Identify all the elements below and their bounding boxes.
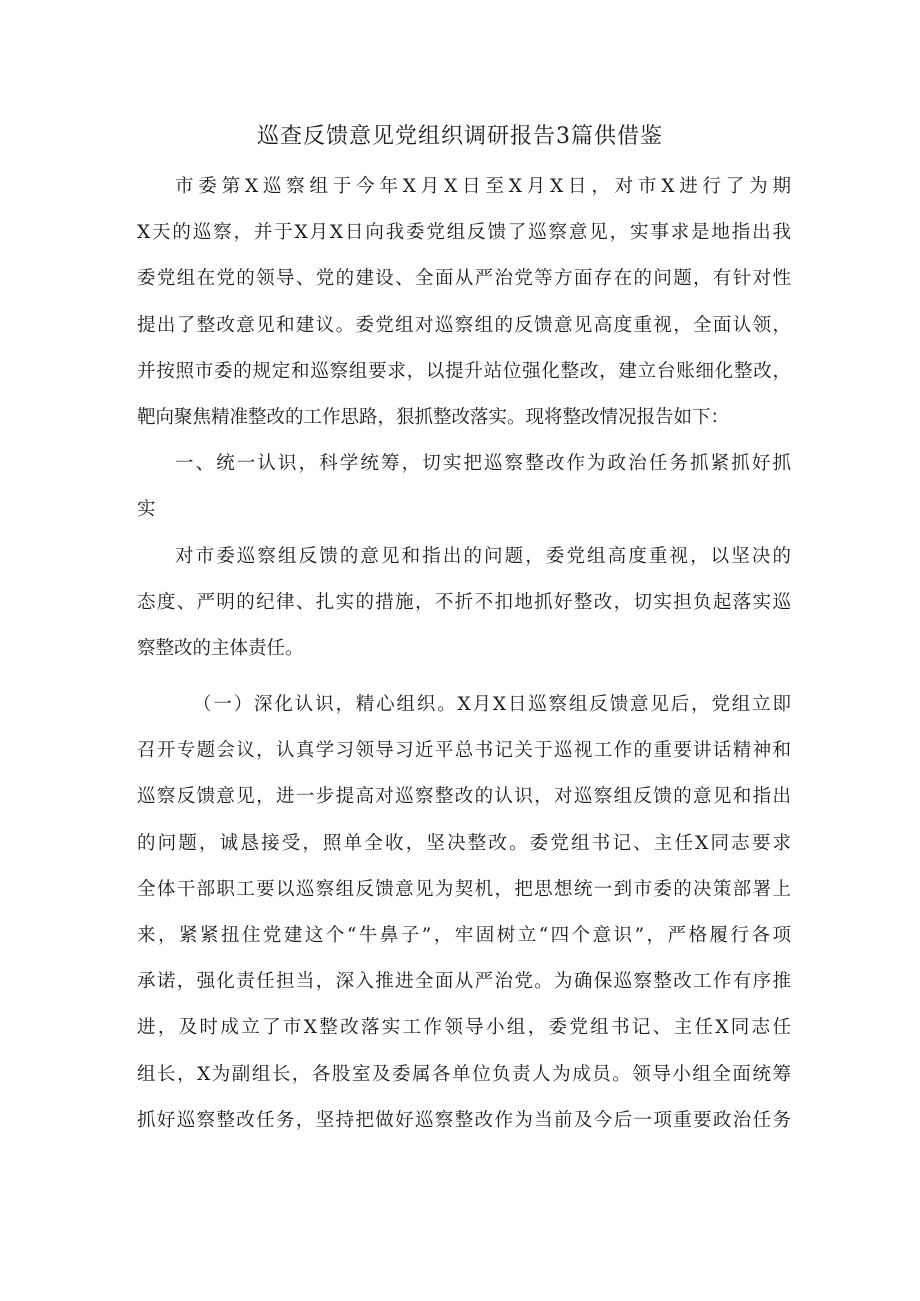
- paragraph-line: X天的巡察，并于X月X日向我委党组反馈了巡察意见，实事求是地指出我: [137, 222, 791, 244]
- paragraph-line: 抓好巡察整改任务，坚持把做好巡察整改作为当前及今后一项重要政治任务: [137, 1109, 791, 1131]
- paragraph-line: 全体干部职工要以巡察组反馈意见为契机，把思想统一到市委的决策部署上: [137, 878, 791, 900]
- paragraph-line: 承诺，强化责任担当，深入推进全面从严治党。为确保巡察整改工作有序推: [137, 971, 791, 993]
- paragraph-line: 并按照市委的规定和巡察组要求，以提升站位强化整改，建立台账细化整改，: [137, 360, 791, 382]
- paragraph-line: 来，紧紧扭住党建这个“牛鼻子”，牢固树立“四个意识”，严格履行各项: [137, 925, 791, 946]
- paragraph-line: （一）深化认识，精心组织。X月X日巡察组反馈意见后，党组立即: [193, 694, 791, 716]
- paragraph-line: 察整改的主体责任。: [137, 637, 304, 659]
- section-heading-line: 一、统一认识，科学统筹，切实把巡察整改作为政治任务抓紧抓好抓: [175, 453, 791, 475]
- paragraph-line: 巡察反馈意见，进一步提高对巡察整改的认识，对巡察组反馈的意见和指出: [137, 786, 791, 808]
- paragraph-line: 召开专题会议，认真学习领导习近平总书记关于巡视工作的重要讲话精神和: [137, 740, 791, 762]
- paragraph-line: 组长，X为副组长，各股室及委属各单位负责人为成员。领导小组全面统筹: [137, 1063, 791, 1085]
- paragraph-line: 的问题，诚恳接受，照单全收，坚决整改。委党组书记、主任X同志要求: [137, 832, 791, 854]
- document-title: 巡查反馈意见党组织调研报告3篇供借鉴: [257, 124, 663, 149]
- document-body: [137, 172, 791, 1152]
- paragraph-line: 靶向聚焦精准整改的工作思路，狠抓整改落实。现将整改情况报告如下：: [137, 406, 730, 428]
- paragraph-line: 态度、严明的纪律、扎实的措施，不折不扣地抓好整改，切实担负起落实巡: [137, 591, 791, 613]
- section-heading-line: 实: [137, 499, 156, 521]
- paragraph-line: 提出了整改意见和建议。委党组对巡察组的反馈意见高度重视，全面认领，: [137, 314, 791, 336]
- paragraph-line: 市委第X巡察组于今年X月X日至X月X日，对市X进行了为期: [175, 176, 791, 197]
- paragraph-line: 进，及时成立了市X整改落实工作领导小组，委党组书记、主任X同志任: [137, 1017, 791, 1039]
- paragraph-line: 对市委巡察组反馈的意见和指出的问题，委党组高度重视，以坚决的: [175, 545, 791, 567]
- paragraph-line: 委党组在党的领导、党的建设、全面从严治党等方面存在的问题，有针对性: [137, 268, 791, 290]
